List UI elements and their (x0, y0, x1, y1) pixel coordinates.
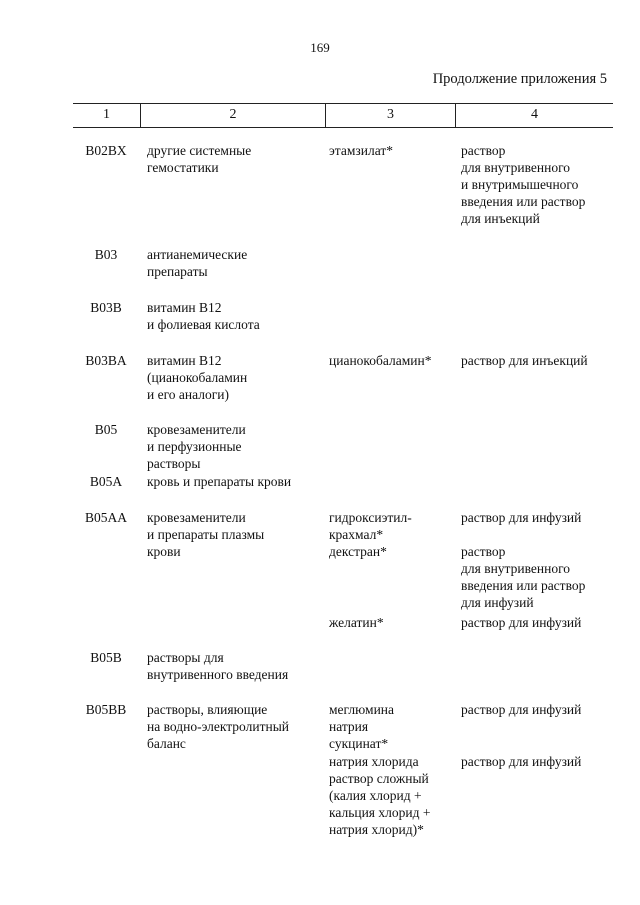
dosage-form: раствор для внутривенного и внутримышечного введения или раствор для инъекций (461, 143, 586, 226)
atc-code: B05B (90, 650, 122, 665)
column-header-2: 2 (229, 107, 237, 122)
atc-group-name: витамин B12 и фолиевая кислота (147, 300, 260, 332)
atc-group-name: кровезаменители и препараты плазмы крови (147, 510, 265, 559)
dosage-form: раствор для инфузий (461, 615, 582, 630)
column-header-1: 1 (103, 107, 110, 122)
atc-code: B05A (89, 474, 123, 489)
atc-group-name: кровезаменители и перфузионные растворы (147, 422, 246, 471)
atc-group-name: растворы для внутривенного введения (147, 650, 289, 682)
drug-name: гидроксиэтил- крахмал* декстран* (329, 510, 412, 559)
atc-code: B03 (94, 247, 118, 262)
atc-group-name: витамин B12 (цианокобаламин и его аналоги) (147, 353, 248, 402)
atc-code: B02BX (85, 143, 127, 158)
atc-code: B05 (94, 422, 118, 437)
atc-code: B03B (90, 300, 122, 315)
drug-name: этамзилат* (329, 143, 393, 158)
dosage-form: раствор для инфузий (461, 754, 582, 769)
dosage-form: раствор для инфузий (461, 702, 582, 717)
drug-name: цианокобаламин* (329, 353, 432, 368)
drug-name: желатин* (329, 615, 384, 630)
dosage-form: раствор для инъекций (461, 353, 588, 368)
atc-code: B05AA (84, 510, 127, 525)
atc-code: B05BB (85, 702, 127, 717)
drug-name: натрия хлорида раствор сложный (калия хлорид + кальция хлорид + натрия хлорид)* (329, 754, 431, 837)
dosage-form: раствор для инфузий (461, 510, 582, 525)
atc-code: B03BA (85, 353, 127, 368)
atc-group-name: другие системные гемостатики (147, 143, 252, 175)
column-header-4: 4 (531, 107, 538, 122)
dosage-form: раствор для внутривенного введения или раствор для инфузий (461, 544, 586, 610)
table-header (73, 103, 613, 128)
atc-group-name: кровь и препараты крови (147, 474, 292, 489)
page-number: 169 (310, 40, 330, 55)
drug-name: меглюмина натрия сукцинат* (329, 702, 395, 751)
atc-group-name: антианемические препараты (147, 247, 248, 279)
continuation-title: Продолжение приложения 5 (432, 71, 607, 87)
column-header-3: 3 (387, 107, 394, 122)
atc-group-name: растворы, влияющие на водно-электролитный баланс (147, 702, 290, 751)
